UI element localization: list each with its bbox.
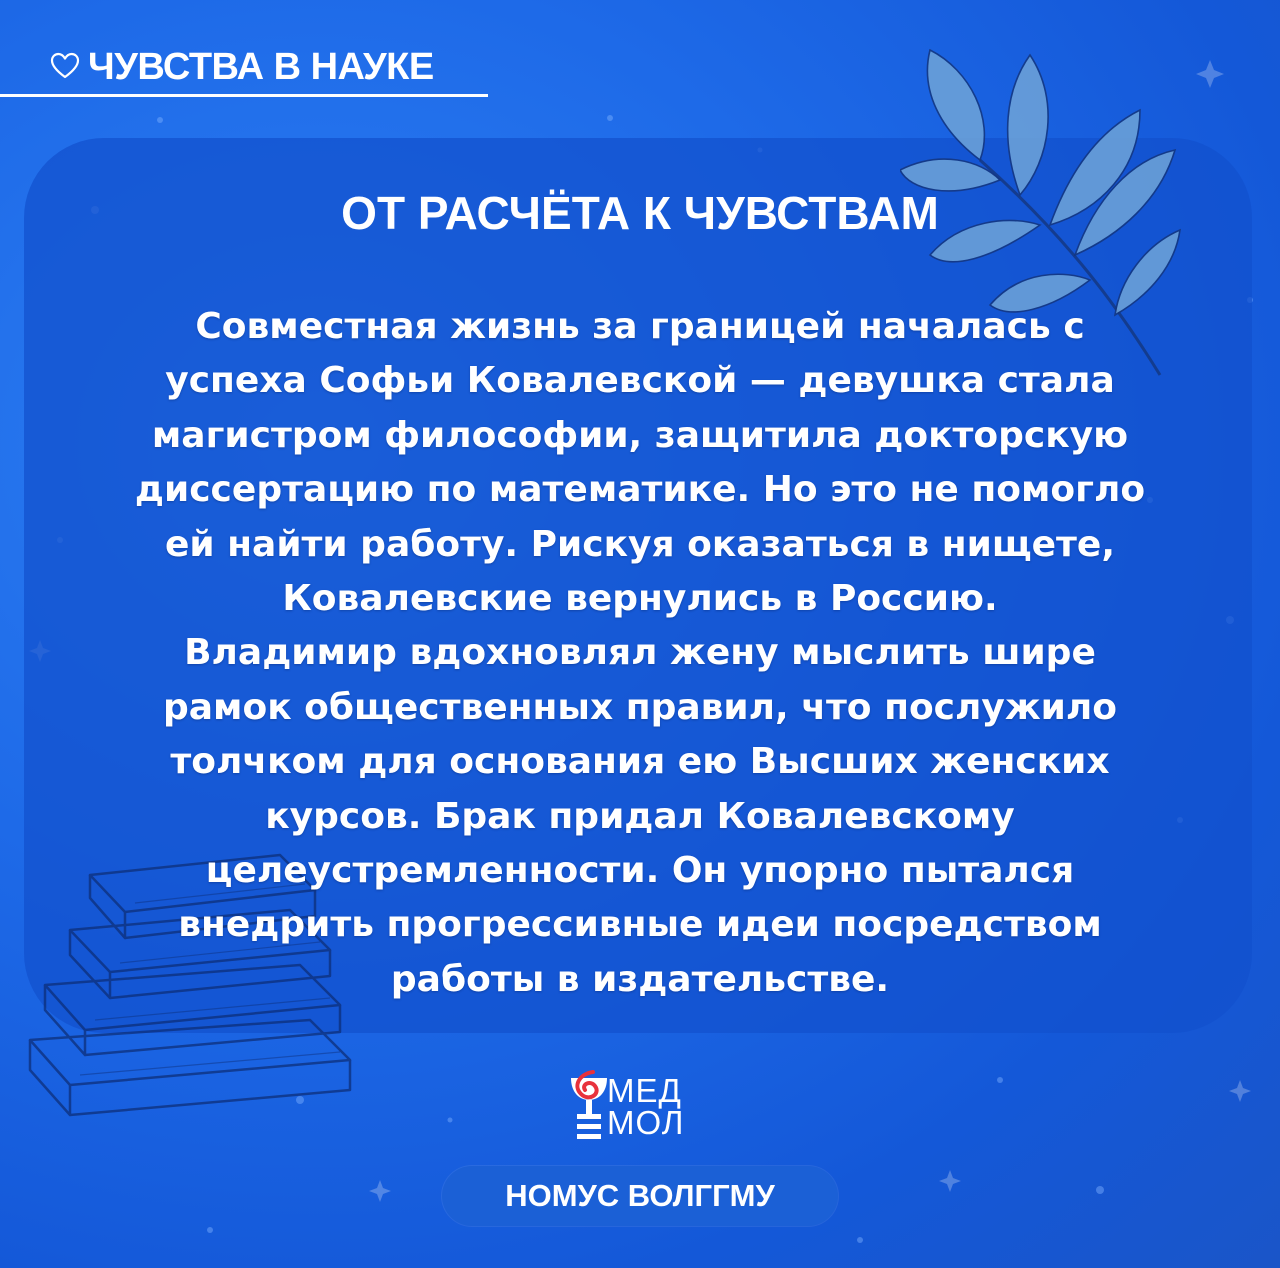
card-title: ОТ РАСЧЁТА К ЧУВСТВАМ: [341, 187, 939, 239]
body-line: успеха Софьи Ковалевской — девушка стала: [165, 360, 1115, 402]
body-line: внедрить прогрессивные идеи посредством: [178, 904, 1102, 946]
medmol-logo: [567, 1068, 727, 1148]
heart-outline-icon: [50, 52, 80, 80]
body-line: Ковалевские вернулись в Россию.: [282, 578, 998, 620]
footer-badge: [442, 1166, 838, 1226]
body-line: толчком для основания ею Высших женских: [170, 741, 1110, 783]
body-line: целеустремленности. Он упорно пытался: [205, 850, 1075, 892]
bowl-of-hygieia-icon: [567, 1068, 611, 1148]
logo-line-1: МЕД: [607, 1072, 682, 1109]
body-line: курсов. Брак придал Ковалевскому: [265, 795, 1015, 837]
section-title: ЧУВСТВА В НАУКЕ: [88, 46, 434, 88]
card-body-text: [48, 300, 1232, 1007]
section-header: [0, 42, 488, 97]
body-line: рамок общественных правил, что послужило: [162, 686, 1118, 728]
body-line: Совместная жизнь за границей началась с: [195, 306, 1085, 347]
body-line: магистром философии, защитила докторскую: [151, 414, 1129, 456]
body-line: ей найти работу. Рискуя оказаться в нищете,: [164, 523, 1116, 565]
footer-label: НОМУС ВОЛГГМУ: [505, 1178, 775, 1213]
body-line: работы в издательстве.: [390, 958, 890, 1000]
logo-line-2: МОЛ: [607, 1104, 685, 1141]
body-line: Владимир вдохновлял жену мыслить шире: [184, 632, 1096, 674]
body-line: диссертацию по математике. Но это не помогло: [134, 469, 1146, 511]
